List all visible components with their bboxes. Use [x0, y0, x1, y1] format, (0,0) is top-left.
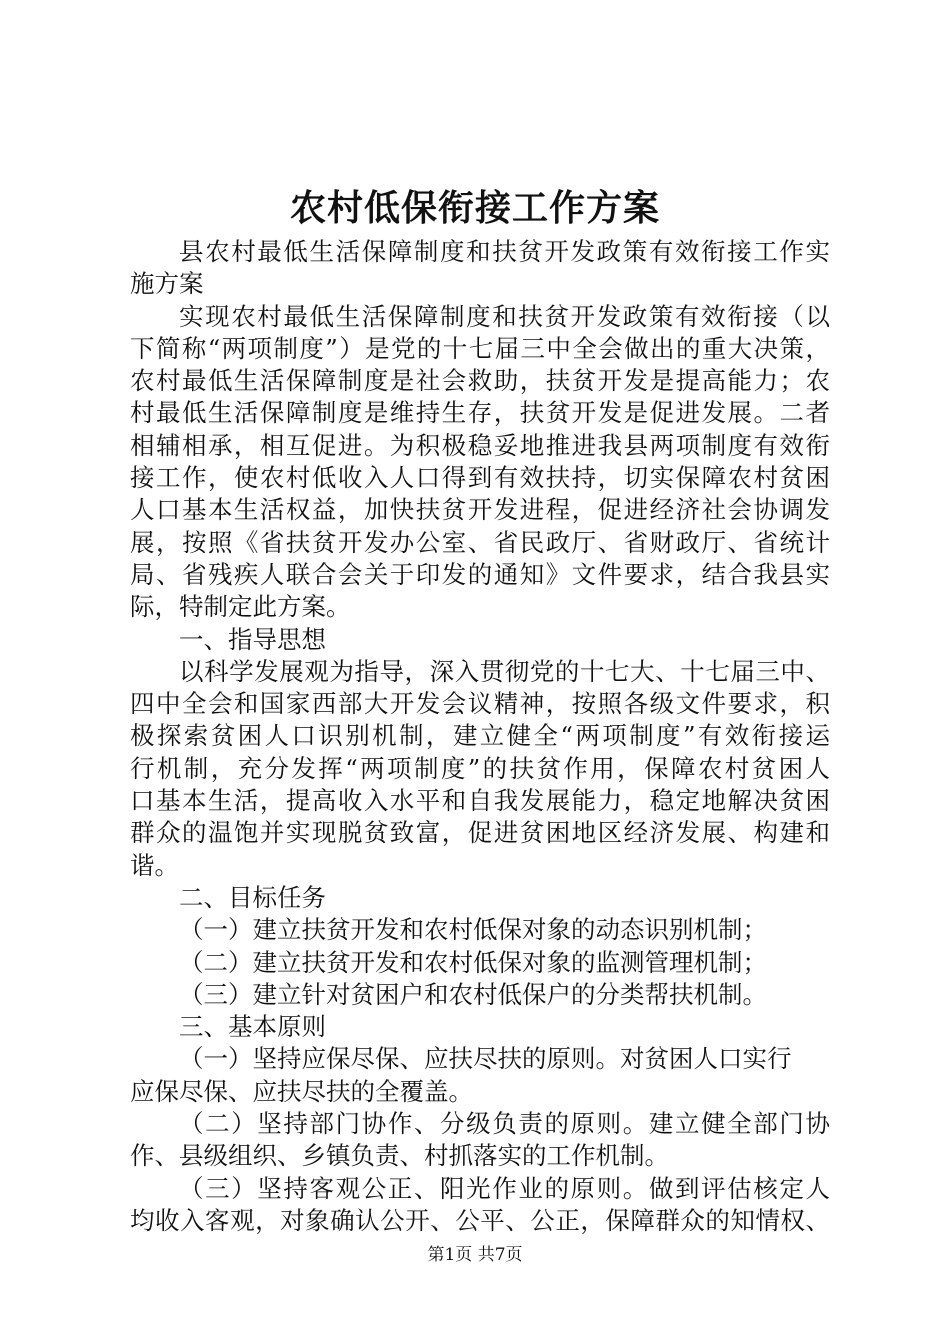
paragraph-line: 行机制，充分发挥“两项制度”的扶贫作用，保障农村贫困人: [130, 753, 830, 783]
list-item: （三）建立针对贫困户和农村低保户的分类帮扶机制。: [179, 979, 767, 1009]
paragraph-line: 接工作，使农村低收入人口得到有效扶持，切实保障农村贫困: [130, 463, 830, 493]
section-heading: 二、目标任务: [179, 882, 326, 912]
paragraph-line: 极探索贫困人口识别机制，建立健全“两项制度”有效衔接运: [130, 721, 830, 751]
paragraph-line: 施方案: [130, 269, 204, 299]
section-heading: 三、基本原则: [179, 1012, 326, 1042]
document-title: 农村低保衔接工作方案: [289, 187, 660, 229]
paragraph-line: （三）坚持客观公正、阳光作业的原则。做到评估核定人: [179, 1173, 830, 1203]
page-number-footer: 第1页 共7页: [427, 1245, 523, 1265]
paragraph-line: 际，特制定此方案。: [130, 592, 351, 622]
paragraph-line: 局、省残疾人联合会关于印发的通知》文件要求，结合我县实: [130, 559, 830, 589]
paragraph-line: 作、县级组织、乡镇负责、村抓落实的工作机制。: [130, 1141, 669, 1171]
paragraph-line: 相辅相承，相互促进。为积极稳妥地推进我县两项制度有效衔: [130, 430, 830, 460]
paragraph-line: （一）坚持应保尽保、应扶尽扶的原则。对贫困人口实行: [179, 1044, 792, 1074]
paragraph-line: 谐。: [130, 850, 179, 880]
paragraph-line: 展，按照《省扶贫开发办公室、省民政厅、省财政厅、省统计: [130, 527, 830, 557]
paragraph-line: 以科学发展观为指导，深入贯彻党的十七大、十七届三中、: [179, 656, 830, 686]
list-item: （二）建立扶贫开发和农村低保对象的监测管理机制；: [179, 947, 767, 977]
paragraph-line: 人口基本生活权益，加快扶贫开发进程，促进经济社会协调发: [130, 495, 830, 525]
list-item: （一）建立扶贫开发和农村低保对象的动态识别机制；: [179, 915, 767, 945]
paragraph-line: 均收入客观，对象确认公开、公平、公正，保障群众的知情权、: [130, 1205, 830, 1235]
paragraph-line: 口基本生活，提高收入水平和自我发展能力，稳定地解决贫困: [130, 786, 830, 816]
paragraph-line: 实现农村最低生活保障制度和扶贫开发政策有效衔接（以: [179, 301, 830, 331]
paragraph-line: 县农村最低生活保障制度和扶贫开发政策有效衔接工作实: [179, 237, 830, 266]
paragraph-line: 村最低生活保障制度是维持生存，扶贫开发是促进发展。二者: [130, 398, 830, 428]
paragraph-line: 群众的温饱并实现脱贫致富，促进贫困地区经济发展、构建和: [130, 818, 830, 848]
paragraph-line: 四中全会和国家西部大开发会议精神，按照各级文件要求，积: [130, 689, 830, 719]
paragraph-line: 应保尽保、应扶尽扶的全覆盖。: [130, 1076, 473, 1106]
section-heading: 一、指导思想: [179, 624, 326, 654]
paragraph-line: 下简称“两项制度”）是党的十七届三中全会做出的重大决策，: [130, 333, 830, 363]
document-body: [130, 236, 830, 1237]
paragraph-line: 农村最低生活保障制度是社会救助，扶贫开发是提高能力；农: [130, 366, 830, 396]
paragraph-line: （二）坚持部门协作、分级负责的原则。建立健全部门协: [179, 1109, 830, 1139]
